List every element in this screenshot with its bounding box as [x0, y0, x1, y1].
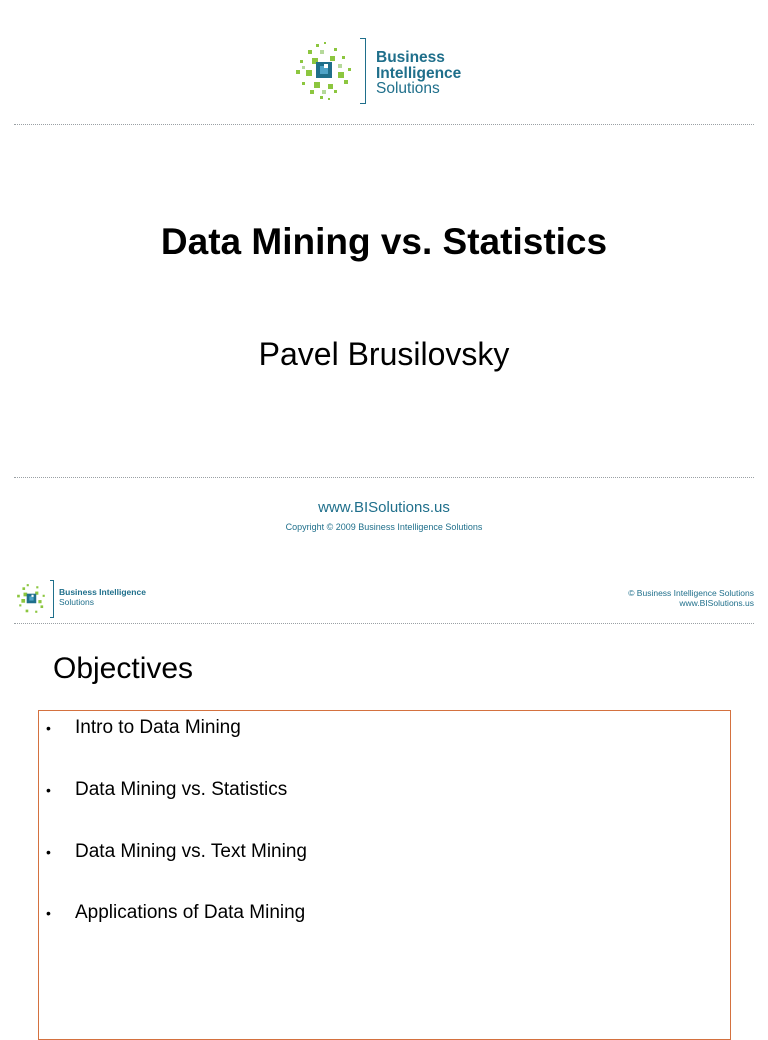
corner-website-link[interactable]: www.BISolutions.us [679, 598, 754, 608]
bis-logo-text [59, 588, 146, 607]
bis-logo-mark-icon [294, 40, 358, 104]
list-item-text: Data Mining vs. Statistics [75, 779, 288, 800]
logo-line-3: Solutions [376, 80, 440, 97]
corner-copyright [628, 588, 754, 608]
corner-copyright-line: © Business Intelligence Solutions [628, 588, 754, 598]
dotted-divider [14, 124, 754, 125]
website-link[interactable]: www.BISolutions.us [318, 499, 450, 516]
objectives-box [38, 710, 731, 1040]
dotted-divider [14, 477, 754, 478]
bullet-icon: • [46, 844, 51, 860]
slide-title: Data Mining vs. Statistics [160, 221, 608, 262]
logo-line-2: Solutions [59, 596, 94, 607]
list-item [46, 779, 288, 801]
list-item-text: Data Mining vs. Text Mining [75, 841, 307, 862]
list-item [46, 717, 241, 739]
bis-logo-mark-icon [14, 582, 50, 616]
logo-line-1: Business Intelligence [59, 587, 146, 597]
list-item-text: Intro to Data Mining [75, 717, 241, 738]
logo-line-1: Business [376, 49, 445, 66]
list-item [46, 902, 306, 924]
logo-line-2: Intelligence [376, 64, 462, 82]
list-item [46, 841, 307, 863]
bis-logo-text [376, 50, 461, 97]
bullet-icon: • [46, 782, 51, 798]
dotted-divider [14, 623, 754, 624]
logo-bracket [50, 580, 54, 618]
list-item-text: Applications of Data Mining [75, 902, 306, 923]
bullet-icon: • [46, 720, 51, 736]
bullet-icon: • [46, 905, 51, 921]
logo-bracket [360, 38, 366, 104]
copyright-text: Copyright © 2009 Business Intelligence Solutions [285, 522, 483, 532]
slide-author: Pavel Brusilovsky [258, 336, 510, 372]
slide-heading: Objectives [53, 652, 194, 685]
